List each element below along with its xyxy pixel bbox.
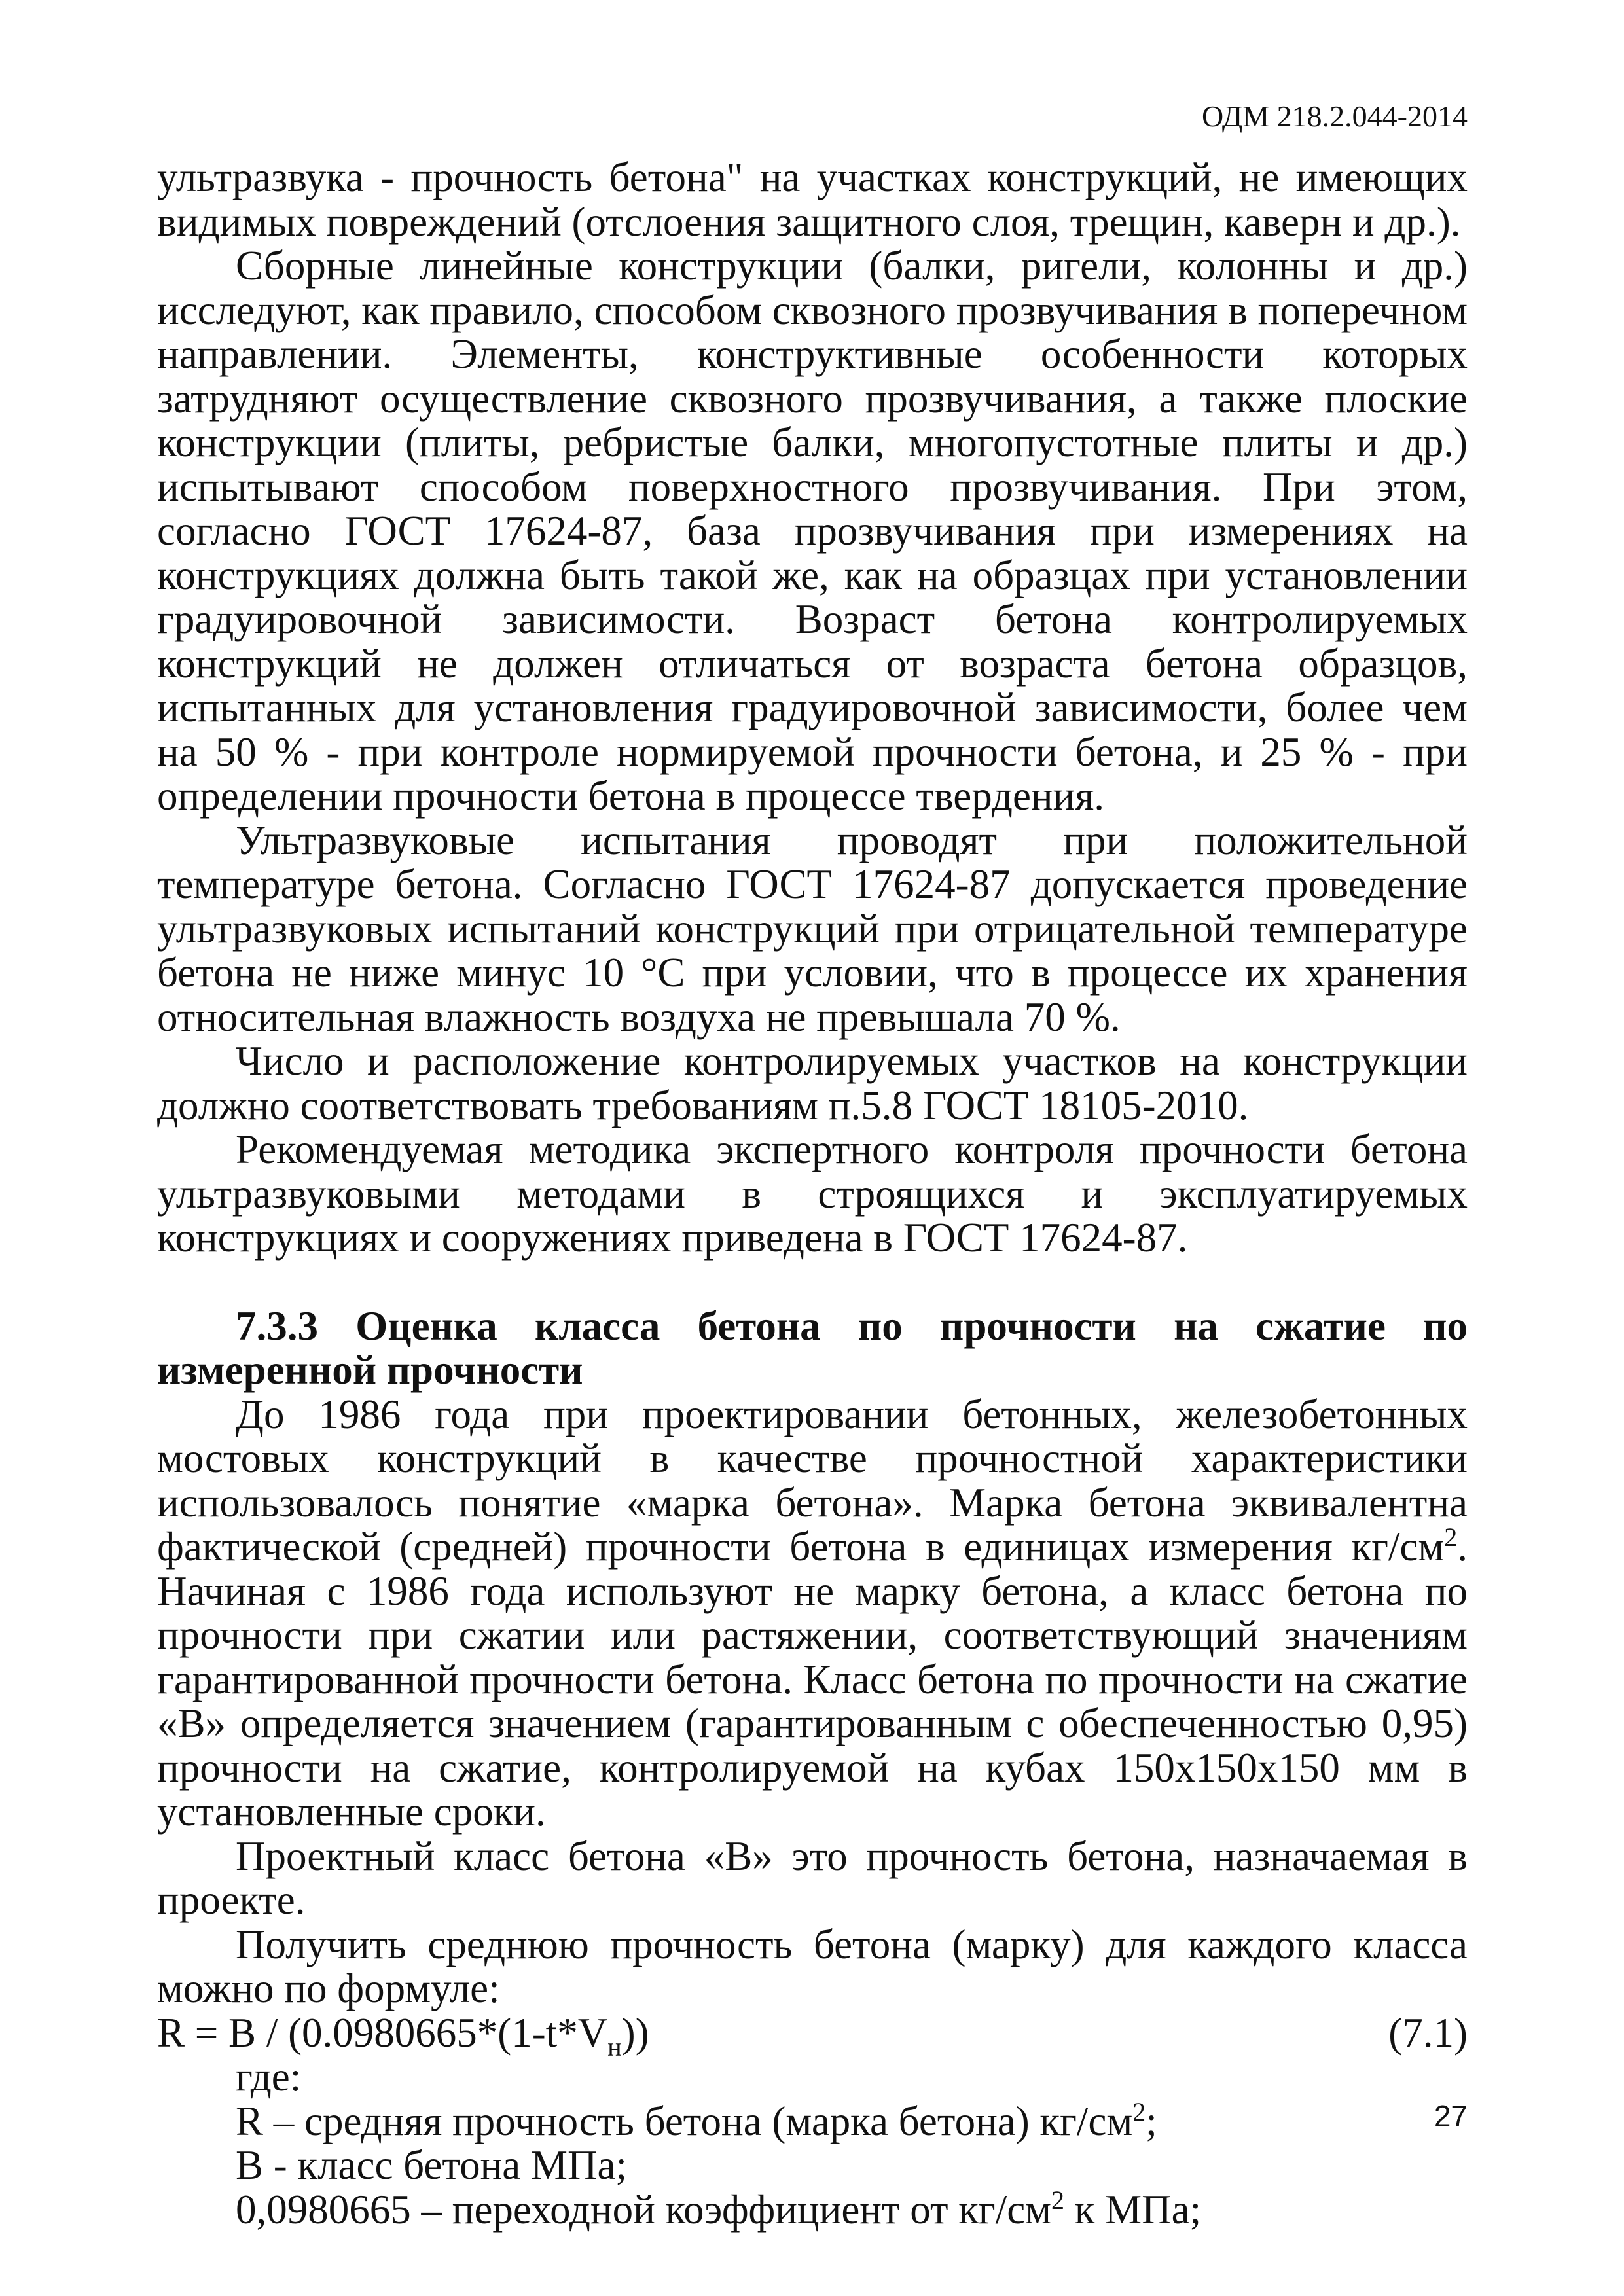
superscript: 2 xyxy=(1051,2185,1065,2215)
definition-text: к МПа; xyxy=(1064,2186,1202,2233)
superscript: 2 xyxy=(1132,2096,1146,2126)
formula-number: (7.1) xyxy=(1388,2009,1468,2056)
paragraph: Ультразвуковые испытания проводят при положительной температуре бетона. Согласно ГОСТ 17624-87 допускается проведение ультразвуковых испытаний конструкций при отрицательной температуре бетона не ниже минус 10 °С при условии, что в процессе их хранения относительная влажность воздуха не превышала 70 %. xyxy=(157,817,1468,1040)
paragraph xyxy=(157,1393,1468,1835)
definition-b: В - класс бетона МПа; xyxy=(236,2142,627,2188)
formula-text: R = B / (0.0980665*(1-t*V xyxy=(157,2009,608,2056)
paragraph: Проектный класс бетона «В» это прочность бетона, назначаемая в проекте. xyxy=(157,1833,1468,1923)
formula xyxy=(157,2009,1468,2062)
definition-text: R – средняя прочность бетона (марка бетона) кг/см xyxy=(236,2098,1133,2144)
paragraph-text: . Начиная с 1986 года используют не марку бетона, а класс бетона по прочности при сжатии или растяжении, соответствующий значениям гарантированной прочности бетона. Класс бетона по прочности на сжатие «В» определяется значением (гарантированным с обеспеченностью 0,95) прочности на сжатие, контролируемой на кубах 150х150х150 мм в установленные сроки. xyxy=(157,1524,1468,1835)
where-label: где: xyxy=(236,2054,302,2100)
subscript: н xyxy=(607,2032,622,2062)
definition-text: ; xyxy=(1146,2098,1157,2144)
document-body xyxy=(157,156,1468,2232)
superscript: 2 xyxy=(1444,1522,1458,1552)
formula-text: )) xyxy=(621,2009,649,2056)
document-code-header: ОДМ 218.2.044-2014 xyxy=(1201,99,1468,133)
paragraph: Сборные линейные конструкции (балки, ригели, колонны и др.) исследуют, как правило, способом сквозного прозвучивания в поперечном направлении. Элементы, конструктивные особенности которых затрудняют осуществление сквозного прозвучивания, а также плоские конструкции (плиты, ребристые балки, многопустотные плиты и др.) испытывают способом поверхностного прозвучивания. При этом, согласно ГОСТ 17624-87, база прозвучивания при измерениях на конструкциях должна быть такой же, как на образцах при установлении градуировочной зависимости. Возраст бетона контролируемых конструкций не должен отличаться от возраста бетона образцов, испытанных для установления градуировочной зависимости, более чем на 50 % - при контроле нормируемой прочности бетона, и 25 % - при определении прочности бетона в процессе твердения. xyxy=(157,243,1468,819)
page-number: 27 xyxy=(1434,2099,1468,2133)
paragraph: ультразвука - прочность бетона" на участках конструкций, не имеющих видимых повреждений (отслоения защитного слоя, трещин, каверн и др.). xyxy=(157,154,1468,245)
paragraph: Число и расположение контролируемых участков на конструкции должно соответствовать требованиям п.5.8 ГОСТ 18105-2010. xyxy=(157,1038,1468,1128)
paragraph-text: До 1986 года при проектировании бетонных, железобетонных мостовых конструкций в качестве прочностной характеристики использовалось понятие «марка бетона». Марка бетона эквивалентна фактической (средней) прочности бетона в единицах измерения кг/см xyxy=(157,1391,1468,1570)
definition-coefficient xyxy=(157,2185,1468,2233)
section-heading: 7.3.3 Оценка класса бетона по прочности на сжатие по измеренной прочности xyxy=(157,1302,1468,1393)
paragraph: Рекомендуемая методика экспертного контроля прочности бетона ультразвуковыми методами в строящихся и эксплуатируемых конструкциях и сооружениях приведена в ГОСТ 17624-87. xyxy=(157,1126,1468,1261)
definition-text: 0,0980665 – переходной коэффициент от кг/см xyxy=(236,2186,1052,2233)
paragraph: Получить среднюю прочность бетона (марку) для каждого класса можно по формуле: xyxy=(157,1921,1468,2011)
